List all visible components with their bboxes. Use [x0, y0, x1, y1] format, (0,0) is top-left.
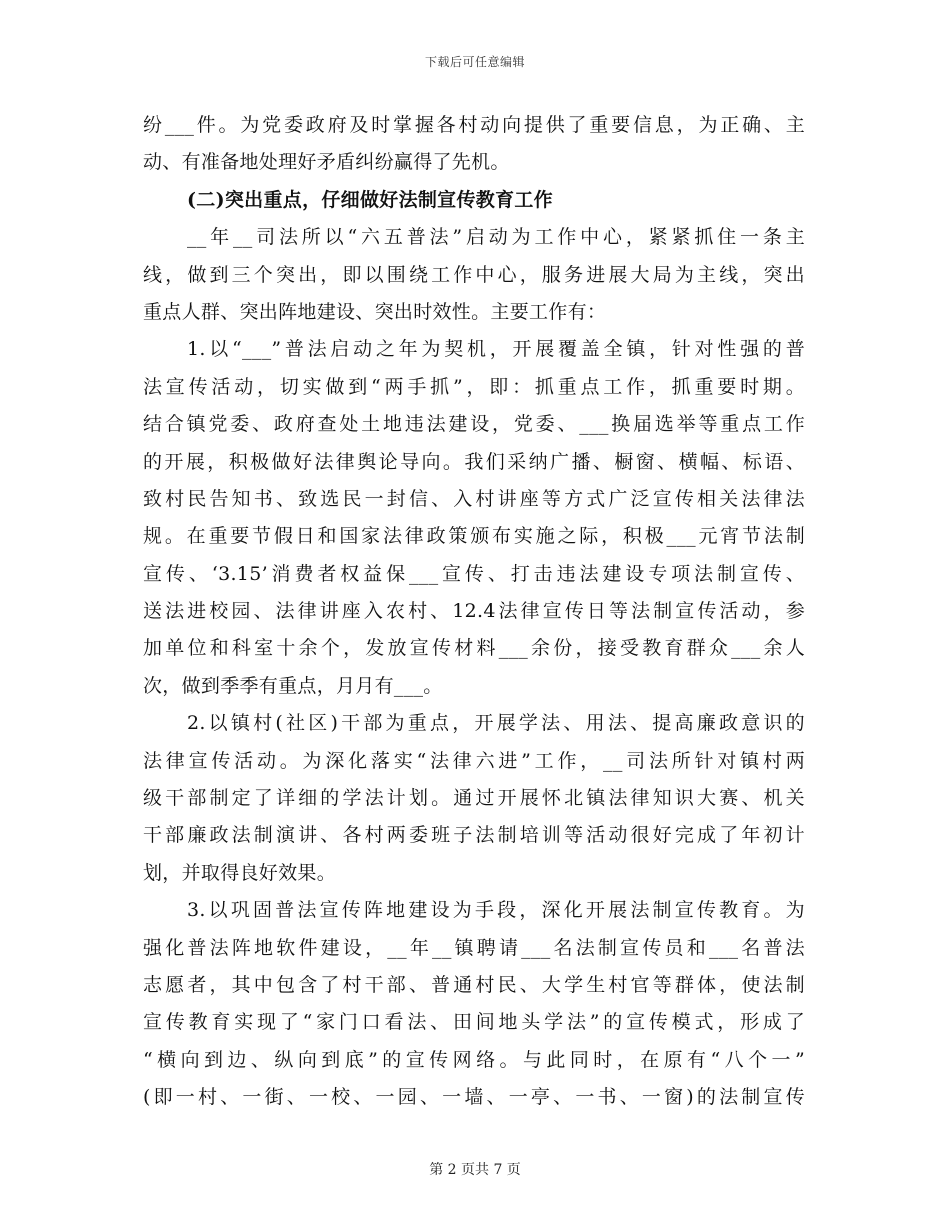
text-line: 重点人群、突出阵地建设、突出时效性。主要工作有：	[143, 300, 607, 323]
text-line: 动、有准备地处理好矛盾纠纷赢得了先机。	[143, 151, 510, 174]
text-line: 宣传、‘3.15’消费者权益保___宣传、打击违法建设专项法制宣传、	[143, 562, 805, 585]
page-footer: 第 2 页共 7 页	[429, 1162, 521, 1178]
text-line: 的开展，积极做好法律舆论导向。我们采纳广播、橱窗、横幅、标语、	[143, 450, 805, 473]
text-line: 级干部制定了详细的学法计划。通过开展怀北镇法律知识大赛、机关	[143, 787, 805, 810]
document-body	[143, 107, 805, 1117]
text-line: 1.以“___”普法启动之年为契机，开展覆盖全镇，针对性强的普	[187, 338, 805, 361]
text-line: 宣传教育实现了“家门口看法、田间地头学法”的宣传模式，形成了	[143, 1011, 805, 1034]
text-line: 结合镇党委、政府查处土地违法建设，党委、___换届选举等重点工作	[143, 413, 805, 436]
text-line: 致村民告知书、致选民一封信、入村讲座等方式广泛宣传相关法律法	[143, 487, 805, 510]
text-line: 法宣传活动，切实做到“两手抓”，即：抓重点工作，抓重要时期。	[143, 375, 805, 398]
text-line: “横向到边、纵向到底”的宣传网络。与此同时，在原有“八个一”	[143, 1048, 805, 1071]
text-line: 规。在重要节假日和国家法律政策颁布实施之际，积极___元宵节法制	[143, 525, 805, 548]
text-line: 划，并取得良好效果。	[143, 861, 337, 884]
text-line: 法律宣传活动。为深化落实“法律六进”工作，__司法所针对镇村两	[143, 749, 805, 772]
section-heading: (二)突出重点，仔细做好法制宣传教育工作	[187, 188, 553, 211]
text-line: 加单位和科室十余个，发放宣传材料___余份，接受教育群众___余人	[143, 637, 805, 660]
text-line: 纷___件。为党委政府及时掌握各村动向提供了重要信息，为正确、主	[143, 114, 805, 136]
text-line: 次，做到季季有重点，月月有___。	[143, 674, 443, 697]
text-line: 干部廉政法制演讲、各村两委班子法制培训等活动很好完成了年初计	[143, 824, 805, 847]
text-line: 志愿者，其中包含了村干部、普通村民、大学生村官等群体，使法制	[143, 973, 805, 996]
text-line: 3.以巩固普法宣传阵地建设为手段，深化开展法制宣传教育。为	[187, 899, 805, 922]
text-line: 线，做到三个突出，即以围绕工作中心，服务进展大局为主线，突出	[143, 263, 805, 286]
text-line: __年__司法所以“六五普法”启动为工作中心，紧紧抓住一条主	[187, 226, 805, 249]
text-line: 2.以镇村(社区)干部为重点，开展学法、用法、提高廉政意识的	[187, 712, 805, 735]
text-line: 强化普法阵地软件建设，__年__镇聘请___名法制宣传员和___名普法	[143, 936, 805, 959]
text-line: 送法进校园、法律讲座入农村、12.4法律宣传日等法制宣传活动，参	[143, 600, 805, 623]
text-line: (即一村、一街、一校、一园、一墙、一亭、一书、一窗)的法制宣传	[143, 1086, 805, 1109]
page-header: 下载后可任意编辑	[424, 55, 525, 69]
